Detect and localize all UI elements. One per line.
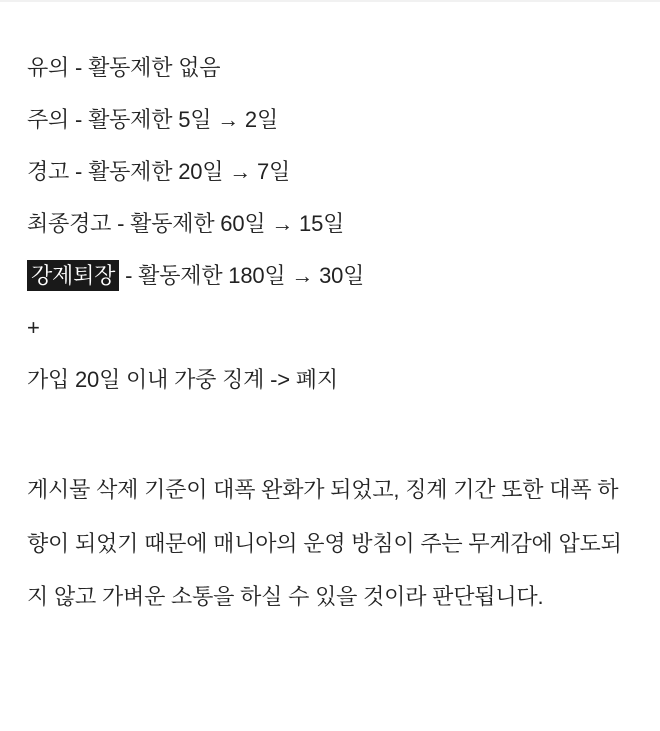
sanction-line-1 [27, 42, 634, 94]
sanction-rule: - 활동제한 없음 [75, 55, 221, 80]
sanction-line-5 [27, 250, 634, 302]
post-content [0, 2, 660, 624]
sanction-level: 경고 [27, 159, 70, 184]
sanction-line-3 [27, 146, 634, 198]
bonus-rule-text: 가입 20일 이내 가중 징계 -> 폐지 [27, 367, 338, 392]
sanction-level: 주의 [27, 107, 70, 132]
sanction-level: 최종경고 [27, 211, 112, 236]
sanction-rule: - 활동제한 20일 → 7일 [75, 159, 291, 184]
bonus-rule-line [27, 354, 634, 406]
sanction-line-4 [27, 198, 634, 250]
sanction-rule: - 활동제한 5일 → 2일 [75, 107, 278, 132]
sanction-line-2 [27, 94, 634, 146]
sanction-rule: - 활동제한 60일 → 15일 [117, 211, 345, 236]
closing-paragraph: 게시물 삭제 기준이 대폭 완화가 되었고, 징계 기간 또한 대폭 하향이 되었기 때문에 매니아의 운영 방침이 주는 무게감에 압도되지 않고 가벼운 소통을 하실 수 있을 것이라 판단됩니다. [27, 477, 622, 609]
sanction-level: 유의 [27, 55, 70, 80]
sanction-level-highlighted: 강제퇴장 [27, 260, 119, 291]
plus-line [27, 302, 634, 354]
sanction-rule: - 활동제한 180일 → 30일 [125, 263, 365, 288]
plus-sign: + [27, 315, 40, 340]
